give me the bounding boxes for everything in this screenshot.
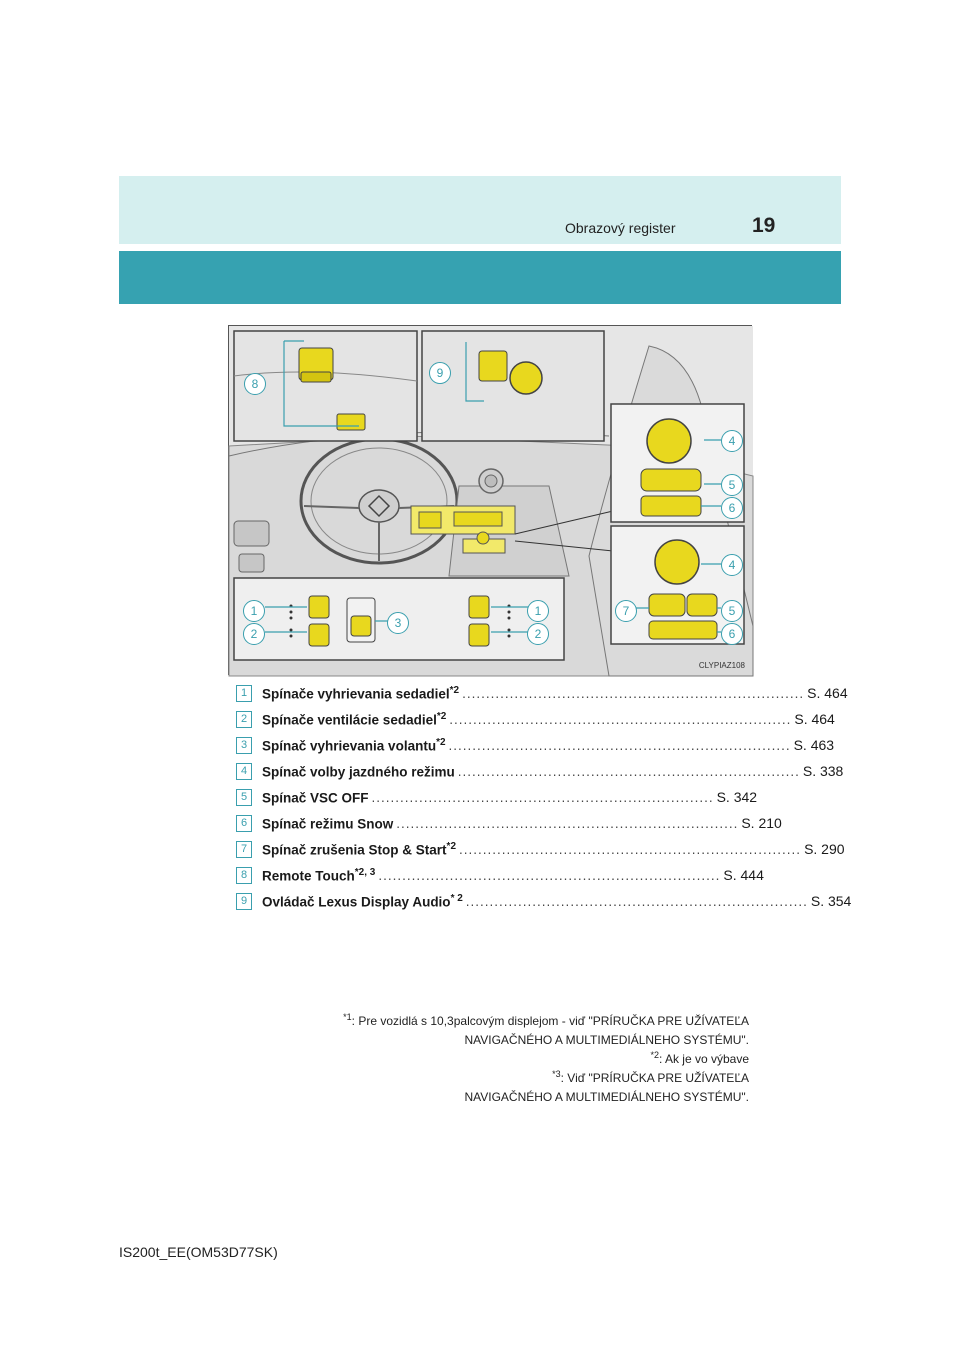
leader-dots: ........................................................................ <box>449 711 792 727</box>
footnote-line <box>343 1048 749 1067</box>
callout-4-top: 4 <box>721 430 743 452</box>
callout-8: 8 <box>244 373 266 395</box>
leader-dots: ........................................................................ <box>462 685 805 701</box>
callout-9: 9 <box>429 362 451 384</box>
section-title: Obrazový register <box>565 220 676 236</box>
callout-3: 3 <box>387 612 409 634</box>
page-reference[interactable]: S. 464 <box>794 711 835 727</box>
legend-superscript: *2 <box>446 840 456 852</box>
page-reference[interactable]: S. 464 <box>807 685 848 701</box>
legend-text: Spínač volby jazdného režimu <box>262 764 455 780</box>
legend-item <box>236 836 845 862</box>
legend-superscript: *2 <box>436 736 446 748</box>
page-reference[interactable]: S. 444 <box>723 867 764 883</box>
legend-text: Spínač režimu Snow <box>262 816 394 832</box>
leader-dots: ........................................................................ <box>371 789 714 805</box>
legend-text: Spínače ventilácie sedadiel <box>262 712 437 728</box>
callout-5-bottom: 5 <box>721 600 743 622</box>
callout-6-bottom: 6 <box>721 623 743 645</box>
footnote-line <box>343 1029 749 1048</box>
footnote-line <box>343 1010 749 1029</box>
dashboard-drawing <box>229 326 753 676</box>
legend-label <box>262 685 459 702</box>
legend-item <box>236 732 835 758</box>
leader-dots: ........................................................................ <box>396 815 739 831</box>
callout-4-bottom: 4 <box>721 554 743 576</box>
legend-text: Spínače vyhrievania sedadiel <box>262 686 450 702</box>
legend-label <box>262 763 455 780</box>
page-reference[interactable]: S. 210 <box>741 815 782 831</box>
legend-number: 5 <box>236 789 252 806</box>
legend-item <box>236 862 764 888</box>
footnote-text: : Ak je vo výbave <box>658 1052 749 1066</box>
callout-6-top: 6 <box>721 497 743 519</box>
leader-dots: ........................................................................ <box>459 841 802 857</box>
legend-superscript: *2, 3 <box>354 866 376 878</box>
footnote-text: : Viď "PRÍRUČKA PRE UŽÍVATEĽA <box>560 1071 749 1085</box>
legend-text: Ovládač Lexus Display Audio <box>262 894 451 910</box>
footnote-text: : Pre vozidlá s 10,3palcovým displejom - viď "PRÍRUČKA PRE UŽÍVATEĽA <box>351 1014 749 1028</box>
legend-item <box>236 680 848 706</box>
document-code: IS200t_EE(OM53D77SK) <box>119 1244 278 1260</box>
legend-superscript: *2 <box>449 684 460 696</box>
legend-number: 2 <box>236 711 252 728</box>
legend-text: Remote Touch <box>262 868 355 884</box>
callout-1-left: 1 <box>243 600 265 622</box>
legend-label <box>262 815 393 832</box>
footnote-text: NAVIGAČNÉHO A MULTIMEDIÁLNEHO SYSTÉMU". <box>464 1033 749 1047</box>
legend-label <box>262 711 446 728</box>
page-number: 19 <box>752 214 776 237</box>
footnote-mark: *3 <box>552 1069 561 1079</box>
callout-5-top: 5 <box>721 474 743 496</box>
legend-item <box>236 706 835 732</box>
header-band <box>119 176 841 244</box>
legend-number: 6 <box>236 815 252 832</box>
legend-number: 4 <box>236 763 252 780</box>
legend-text: Spínač zrušenia Stop & Start <box>262 842 447 858</box>
footnote-text: NAVIGAČNÉHO A MULTIMEDIÁLNEHO SYSTÉMU". <box>464 1090 749 1104</box>
leader-dots: ........................................................................ <box>457 763 800 779</box>
legend-number: 3 <box>236 737 252 754</box>
callout-1-right: 1 <box>527 600 549 622</box>
page-reference[interactable]: S. 290 <box>804 841 845 857</box>
header-bar <box>119 251 841 304</box>
legend-superscript: *2 <box>436 710 447 722</box>
leader-dots: ........................................................................ <box>378 867 721 883</box>
dashboard-illustration <box>228 325 752 675</box>
legend-label <box>262 893 463 910</box>
legend-label <box>262 841 456 858</box>
footnote-line <box>343 1086 749 1105</box>
callout-7: 7 <box>615 600 637 622</box>
callout-2-right: 2 <box>527 623 549 645</box>
legend-label <box>262 867 375 884</box>
legend-label <box>262 737 446 754</box>
legend-number: 1 <box>236 685 252 702</box>
footnote-mark: *1 <box>343 1012 352 1022</box>
page-reference[interactable]: S. 463 <box>793 737 835 753</box>
legend-text: Spínač VSC OFF <box>262 790 369 806</box>
leader-dots: ........................................................................ <box>448 737 791 753</box>
legend-number: 9 <box>236 893 252 910</box>
legend-number: 8 <box>236 867 252 884</box>
legend-item <box>236 784 758 810</box>
leader-dots: ........................................................................ <box>465 893 808 909</box>
legend-superscript: * 2 <box>450 892 463 904</box>
footnote-line <box>343 1067 749 1086</box>
legend-number: 7 <box>236 841 252 858</box>
page-reference[interactable]: S. 342 <box>716 789 758 805</box>
page-reference[interactable]: S. 338 <box>802 763 844 779</box>
legend-item <box>236 810 782 836</box>
legend-label <box>262 789 369 806</box>
figure-code: CLYPIAZ108 <box>698 661 745 670</box>
callout-2-left: 2 <box>243 623 265 645</box>
legend-item <box>236 758 844 784</box>
legend-item <box>236 888 852 914</box>
footnote-mark: *2 <box>650 1050 659 1060</box>
legend-text: Spínač vyhrievania volantu <box>262 738 437 754</box>
footnotes <box>343 1010 749 1105</box>
legend-list <box>236 680 852 914</box>
page-reference[interactable]: S. 354 <box>810 893 852 909</box>
